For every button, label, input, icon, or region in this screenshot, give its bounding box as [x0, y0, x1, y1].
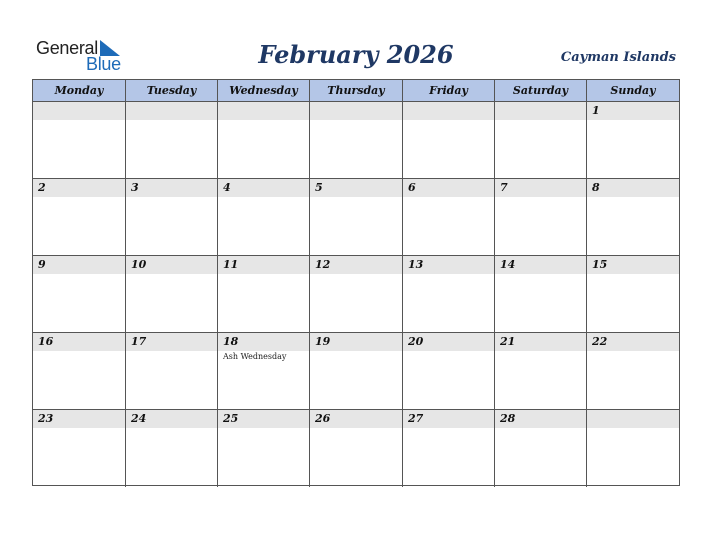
- day-number: 18: [223, 335, 239, 348]
- day-number: 27: [408, 412, 424, 425]
- day-number: 24: [131, 412, 147, 425]
- day-number: 13: [408, 258, 424, 271]
- day-number: 5: [315, 181, 323, 194]
- day-number: 7: [500, 181, 508, 194]
- day-number: 8: [592, 181, 600, 194]
- day-number-band: [587, 410, 679, 428]
- day-number-band: [218, 179, 309, 197]
- day-number: 22: [592, 335, 608, 348]
- day-number-band: [126, 179, 217, 197]
- weekday-thursday: Thursday: [310, 80, 403, 101]
- week-row: [33, 102, 679, 179]
- calendar-grid: [32, 79, 680, 486]
- day-cell: [126, 102, 218, 178]
- day-number: 2: [38, 181, 46, 194]
- day-cell: [495, 179, 587, 255]
- day-number: 19: [315, 335, 331, 348]
- day-number: 9: [38, 258, 46, 271]
- day-number-band: [495, 179, 586, 197]
- day-cell: [403, 256, 495, 332]
- day-cell: [126, 256, 218, 332]
- day-number: 17: [131, 335, 147, 348]
- day-number-band: [126, 102, 217, 120]
- day-number: 12: [315, 258, 331, 271]
- day-number: 28: [500, 412, 516, 425]
- day-cell: [403, 179, 495, 255]
- day-number: 10: [131, 258, 147, 271]
- day-cell: [218, 410, 310, 487]
- weekday-wednesday: Wednesday: [218, 80, 310, 101]
- day-cell: [126, 333, 218, 409]
- day-cell: [310, 256, 403, 332]
- day-cell: [33, 102, 126, 178]
- day-number: 26: [315, 412, 331, 425]
- logo-word-general: General: [36, 38, 98, 58]
- day-cell: [495, 256, 587, 332]
- day-number-band: [33, 102, 125, 120]
- day-cell: [33, 179, 126, 255]
- day-number: 14: [500, 258, 516, 271]
- day-cell: [126, 410, 218, 487]
- day-cell: [218, 102, 310, 178]
- day-number-band: [33, 256, 125, 274]
- day-number: 20: [408, 335, 424, 348]
- day-cell: [310, 102, 403, 178]
- week-row: [33, 333, 679, 410]
- day-cell: [310, 179, 403, 255]
- day-number: 16: [38, 335, 54, 348]
- day-number: 11: [223, 258, 239, 271]
- day-cell: [403, 102, 495, 178]
- day-cell: [33, 333, 126, 409]
- day-number: 6: [408, 181, 416, 194]
- day-number: 1: [592, 104, 600, 117]
- day-number-band: [33, 179, 125, 197]
- weekday-friday: Friday: [403, 80, 495, 101]
- day-number: 4: [223, 181, 231, 194]
- day-cell: [495, 102, 587, 178]
- day-number-band: [495, 102, 586, 120]
- day-cell: [495, 333, 587, 409]
- day-cell: [126, 179, 218, 255]
- day-number: 25: [223, 412, 239, 425]
- weekday-saturday: Saturday: [495, 80, 587, 101]
- day-number: 21: [500, 335, 516, 348]
- weekday-sunday: Sunday: [610, 84, 656, 97]
- day-number-band: [310, 102, 402, 120]
- day-cell: [310, 333, 403, 409]
- day-cell: [587, 102, 679, 178]
- day-number-band: [587, 179, 679, 197]
- day-number-band: [403, 102, 494, 120]
- day-cell: [218, 256, 310, 332]
- page-title: February 2026: [258, 40, 454, 69]
- day-cell: [33, 410, 126, 487]
- day-number: 23: [38, 412, 54, 425]
- weekday-header-row: [33, 80, 679, 102]
- week-row: [33, 256, 679, 333]
- logo-word-blue: Blue: [86, 54, 121, 74]
- day-cell: [403, 410, 495, 487]
- weekday-monday: Monday: [33, 80, 126, 101]
- day-cell: [587, 179, 679, 255]
- holiday-label: Ash Wednesday: [223, 352, 287, 361]
- day-number-band: [403, 179, 494, 197]
- day-cell: [33, 256, 126, 332]
- weekday-tuesday: Tuesday: [126, 80, 218, 101]
- day-cell: [587, 333, 679, 409]
- day-number: 3: [131, 181, 139, 194]
- day-cell: [218, 333, 310, 409]
- day-number-band: [218, 102, 309, 120]
- day-number-band: [587, 102, 679, 120]
- day-cell: [495, 410, 587, 487]
- day-cell: [587, 256, 679, 332]
- day-cell: [218, 179, 310, 255]
- day-cell: [403, 333, 495, 409]
- day-cell: [310, 410, 403, 487]
- day-cell: [587, 410, 679, 487]
- day-number: 15: [592, 258, 608, 271]
- week-row: [33, 179, 679, 256]
- country-name: Cayman Islands: [560, 50, 676, 65]
- week-row: [33, 410, 679, 487]
- day-number-band: [310, 179, 402, 197]
